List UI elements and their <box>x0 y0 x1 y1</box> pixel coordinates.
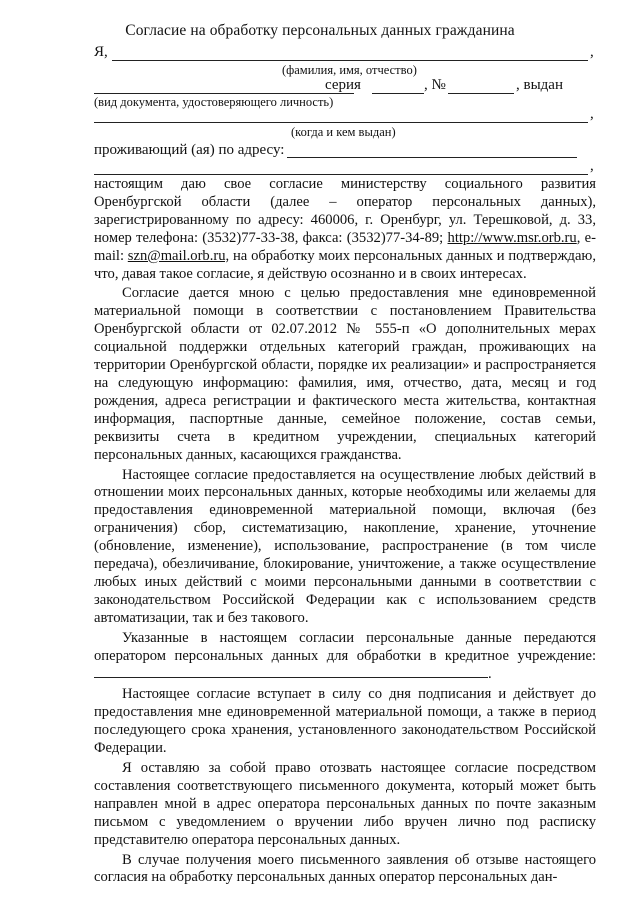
document-body <box>94 176 596 889</box>
credit-institution-end: . <box>488 666 492 683</box>
credit-institution-field[interactable] <box>94 665 488 678</box>
issued-comma: , <box>590 106 594 122</box>
address-field[interactable] <box>287 157 577 158</box>
paragraph-consent-text-2: , e-mail: <box>94 229 596 264</box>
paragraph-credit-institution <box>94 630 596 685</box>
fio-field[interactable] <box>112 60 588 61</box>
ya-label: Я, <box>94 44 108 60</box>
paragraph-validity: Настоящее согласие вступает в силу со дня подписания и действует до предоставления мне единовременной материальной помощи, а также в период последующего срока хранения, установленного законодательством Российской Федерации. <box>94 686 596 757</box>
document-title: Согласие на обработку персональных данных гражданина <box>125 22 515 39</box>
email-link[interactable]: szn@mail.orb.ru, <box>127 247 230 264</box>
paragraph-consent-text-1: настоящим даю свое согласие министерству социального развития Оренбургской области (далее – оператор персональных данных), зарегистрированному по адресу: 460006, г. Оренбург, ул. Терешковой, д. 33, номер телефона: (3532)77-33-38, факса: (3532)77-34-89; <box>94 176 596 246</box>
seriya-field[interactable] <box>372 93 424 94</box>
nomer-label: , № <box>424 77 446 93</box>
document-type-field[interactable] <box>94 93 354 94</box>
paragraph-consent-text-3: на обработку моих персональных данных и подтверждаю, что, давая такое согласие, я действую осознанно и в своих интересах. <box>94 247 596 282</box>
seriya-label: серия <box>325 77 361 93</box>
website-link[interactable]: http://www.msr.orb.ru <box>447 229 577 246</box>
paragraph-consent <box>94 176 596 283</box>
vydan-label: , выдан <box>516 77 563 93</box>
address-label: проживающий (ая) по адресу: <box>94 142 285 158</box>
paragraph-purpose: Согласие дается мною с целью предоставления мне единовременной материальной помощи в соответствии с постановлением Правительства Оренбургской области от 02.07.2012 № 555-п «О дополнительных мерах социальной поддержки отдельных категорий граждан, проживающих на территории Оренбургской области, порядке их реализации» и распространяется на следующую информацию: фамилия, имя, отчество, дата, месяц и год рождения, адреса регистрации и фактического места жительства, контактная информация, паспортные данные, семейное положение, состав семьи, реквизиты счета в кредитном учреждении, специальных категорий персональных данных, касающихся гражданства. <box>94 285 596 463</box>
fio-caption: (фамилия, имя, отчество) <box>282 63 417 77</box>
document-caption: (вид документа, удостоверяющего личность) <box>94 95 334 109</box>
issued-by-field[interactable] <box>94 122 588 123</box>
paragraph-revocation: В случае получения моего письменного заявления об отзыве настоящего согласия на обработку персональных данных оператор персональных дан- <box>94 851 596 886</box>
paragraph-withdrawal: Я оставляю за собой право отозвать настоящее согласие посредством составления соответствующего письменного документа, который может быть направлен мной в адрес оператора персональных данных по почте заказным письмом с уведомлением о вручении либо вручен лично под расписку представителю оператора персональных данных. <box>94 760 596 848</box>
address-field-continued[interactable] <box>94 174 588 175</box>
issued-caption: (когда и кем выдан) <box>291 125 396 139</box>
paragraph-actions: Настоящее согласие предоставляется на осуществление любых действий в отношении моих персональных данных, которые необходимы или желаемы для предоставления единовременной материальной помощи, включая (без ограничения) сбор, систематизацию, накопление, хранение, уточнение (обновление, изменение), использование, распространение (в том числе передача), обезличивание, блокирование, уничтожение, а также осуществление любых иных действий с моими персональными данными в соответствии с законодательством Российской Федерации как с использованием средств автоматизации, так и без такового. <box>94 466 596 626</box>
nomer-field[interactable] <box>448 93 514 94</box>
fio-comma: , <box>590 44 594 60</box>
address-comma: , <box>590 158 594 174</box>
credit-institution-text: Указанные в настоящем согласии персональные данные передаются оператором персональных данных для обработки в кредитное учреждение: <box>94 629 596 664</box>
